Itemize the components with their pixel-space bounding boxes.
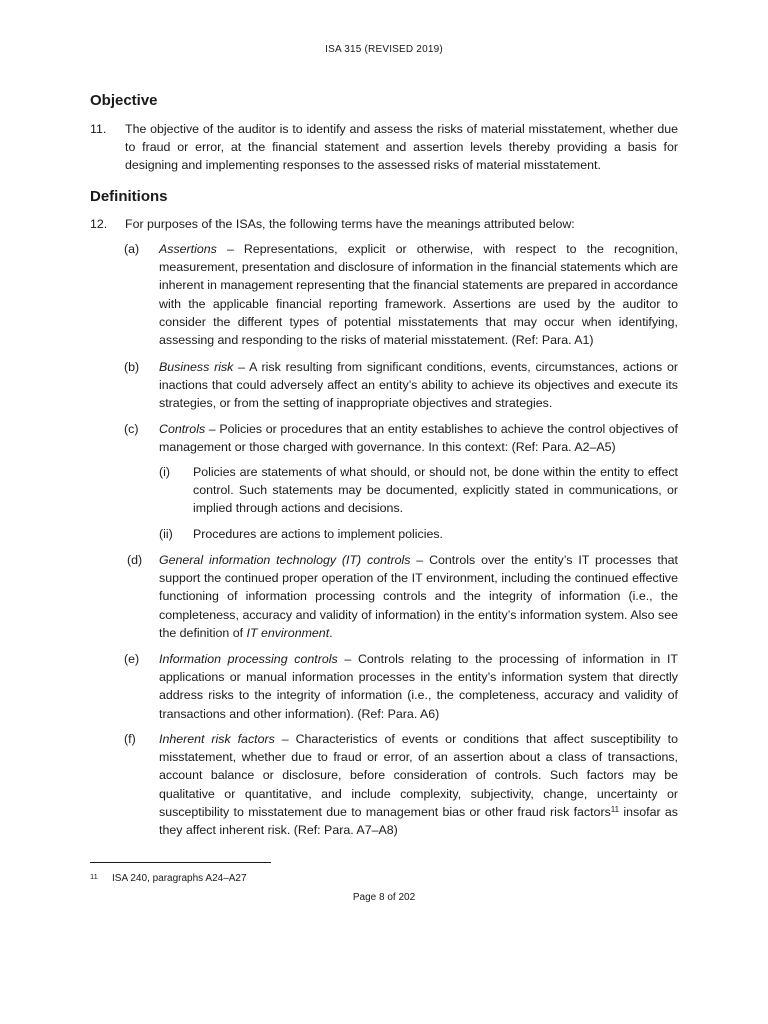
controls-subitem-procedures	[159, 525, 678, 543]
footnote	[90, 872, 247, 885]
item-text	[159, 650, 678, 723]
item-label: (a)	[124, 242, 140, 256]
defined-term-reference: IT environment	[246, 625, 330, 640]
paragraph-number: 12.	[90, 217, 108, 231]
item-text	[159, 420, 678, 456]
subitem-label: (ii)	[159, 527, 173, 541]
item-text	[159, 551, 678, 642]
page-number: Page 8 of 202	[352, 892, 416, 903]
definition-body: – A risk resulting from significant conditions, events, circumstances, actions or inactions that could adversely affect an entity’s ability to achieve its objectives and execute its strategies, or from the setting of inappropriate objectives and strategies.	[159, 360, 678, 411]
item-label: (f)	[124, 732, 136, 746]
definition-item-business-risk	[124, 358, 678, 413]
item-label: (d)	[127, 553, 143, 567]
definition-item-assertions	[124, 240, 678, 349]
running-header: ISA 315 (REVISED 2019)	[325, 44, 443, 55]
definition-body: – Representations, explicit or otherwise, with respect to the recognition, measurement, presentation and disclosure of information in the financial statements which are inherent in management representing that the financial statements are prepared in accordance with the applicable financial reporting framework. Assertions are used by the auditor to consider the different types of potential misstatements that may occur when identifying, assessing and responding to the risks of material misstatement. (Ref: Para. A1)	[159, 242, 678, 348]
definition-end: insofar as they affect inherent risk. (Ref: Para. A7–A8)	[159, 804, 678, 838]
definition-body: – Characteristics of events or conditions that affect susceptibility to misstatement, whether due to fraud or error, of an assertion about a class of transactions, account balance or disclosure, before consideration of controls. Such factors may be qualitative or quantitative, and include complexity, subjectivity, change, uncertainty or susceptibility to misstatement due to management bias or other fraud risk factors	[159, 732, 679, 819]
item-text	[159, 240, 678, 349]
defined-term: Inherent risk factors	[159, 732, 275, 746]
defined-term: Business risk	[159, 360, 234, 374]
paragraph-12	[90, 215, 678, 233]
footnote-divider	[90, 862, 271, 863]
paragraph-11	[90, 120, 678, 175]
definition-item-information-processing-controls	[124, 650, 678, 723]
subitem-label: (i)	[159, 465, 171, 479]
paragraph-text: For purposes of the ISAs, the following terms have the meanings attributed below:	[125, 217, 575, 231]
footnote-reference[interactable]: 11	[610, 804, 620, 814]
objective-heading: Objective	[90, 92, 158, 109]
defined-term: Controls	[159, 422, 206, 436]
item-text	[159, 730, 678, 839]
definitions-heading: Definitions	[90, 188, 168, 205]
paragraph-number: 11.	[90, 122, 107, 136]
definition-end: .	[329, 625, 333, 640]
item-label: (c)	[124, 422, 139, 436]
definition-body: – Policies or procedures that an entity establishes to achieve the control objectives of management or those charged with governance. In this context: (Ref: Para. A2–A5)	[159, 422, 678, 455]
footnote-text: ISA 240, paragraphs A24–A27	[112, 873, 247, 884]
footnote-number: 11	[90, 872, 98, 881]
item-label: (b)	[124, 360, 140, 374]
defined-term: Assertions	[159, 242, 217, 256]
definition-item-controls	[124, 420, 678, 456]
subitem-text: Policies are statements of what should, or should not, be done within the entity to effect control. Such statements may be documented, explicitly stated in communications, or implied through actions and decisions.	[193, 465, 678, 516]
defined-term: General information technology (IT) controls	[159, 553, 411, 567]
definition-item-general-it-controls	[127, 551, 678, 642]
paragraph-text: The objective of the auditor is to identify and assess the risks of material misstatement, whether due to fraud or error, at the financial statement and assertion levels thereby providing a basis for designing and implementing responses to the assessed risks of material misstatement.	[125, 122, 678, 173]
definition-body: – Controls relating to the processing of information in IT applications or manual information processes in the entity’s information system that directly address risks to the integrity of information (i.e., the completeness, accuracy and validity of transactions and other information). (Ref: Para. A6)	[159, 652, 678, 721]
controls-subitem-policies	[159, 463, 678, 518]
item-text	[159, 358, 678, 413]
subitem-text: Procedures are actions to implement policies.	[193, 527, 443, 541]
defined-term: Information processing controls	[159, 652, 338, 666]
definition-item-inherent-risk-factors	[124, 730, 678, 839]
definition-body: – Controls over the entity’s IT processes that support the continued proper operation of the IT environment, including the continued effective functioning of information processing controls and the integrity of information (i.e., the completeness, accuracy and validity of information) in the entity’s information system. Also see the definition of	[159, 553, 678, 640]
item-label: (e)	[124, 652, 140, 666]
